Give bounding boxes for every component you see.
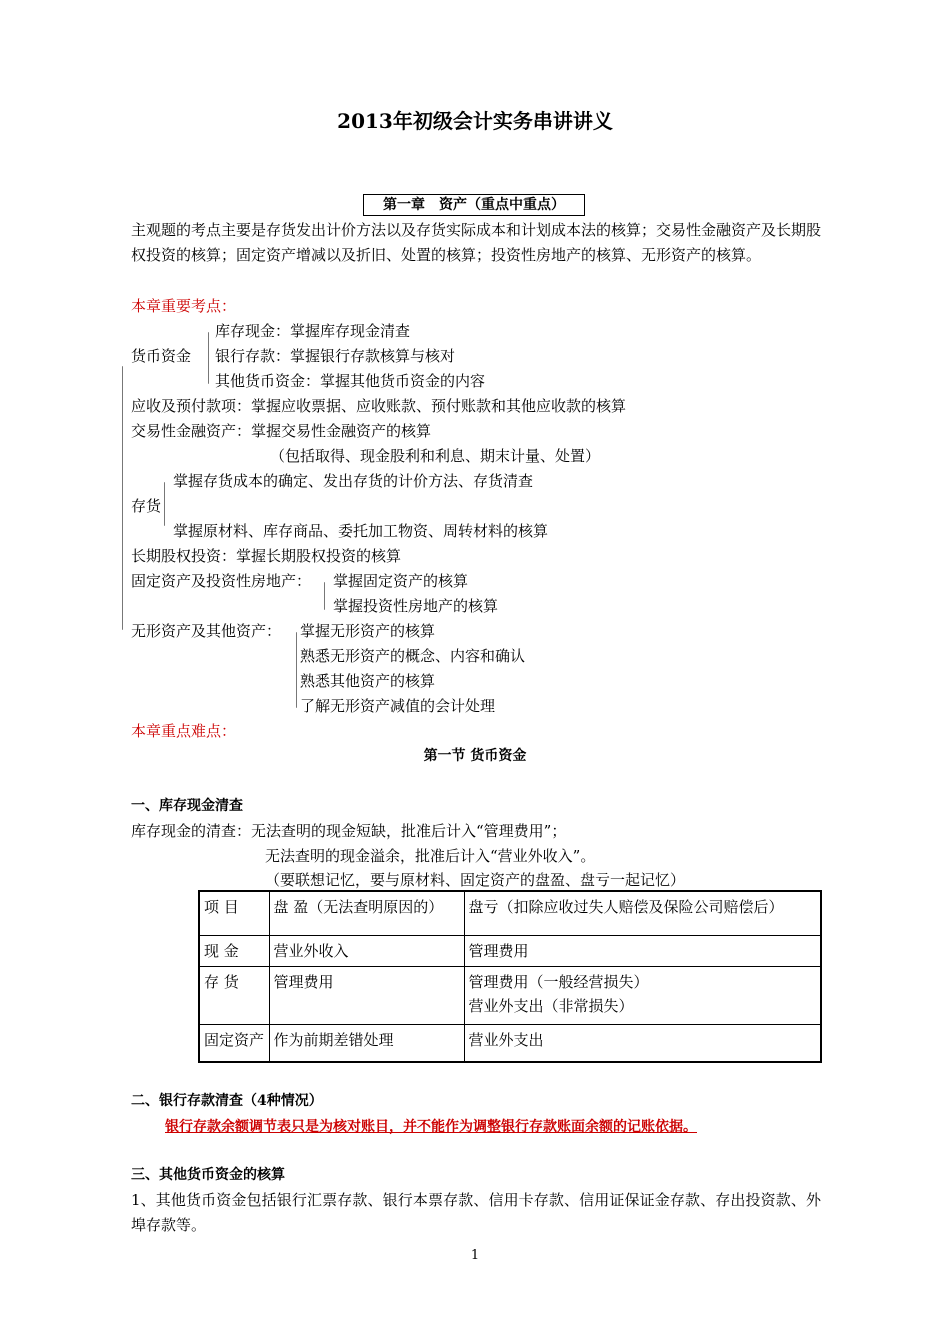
outline-receivables: 应收及预付款项：掌握应收票据、应收账款、预付账款和其他应收款的核算: [131, 397, 627, 415]
table-cell: 管理费用: [269, 966, 464, 1024]
table-header-cell: 盘 盈（无法查明原因的）: [269, 891, 464, 935]
table-row: [199, 1024, 821, 1062]
table-header-cell: 项 目: [199, 891, 269, 935]
cash-bracket: [208, 332, 209, 384]
table-cell: 管理费用: [464, 935, 821, 966]
page-number: 1: [470, 1248, 480, 1263]
bank-reconciliation-warning: 银行存款余额调节表只是为核对账目，并不能作为调整银行存款账面余额的记账依据。: [165, 1119, 697, 1135]
intro-paragraph: 主观题的考点主要是存货发出计价方法以及存货实际成本和计划成本法的核算；交易性金融资产及长期股权投资的核算；固定资产增减以及折旧、处置的核算；投资性房地产的核算、无形资产的核算。: [131, 221, 822, 264]
outline-inventory-sub2: 掌握原材料、库存商品、委托加工物资、周转材料的核算: [173, 522, 549, 540]
intangible-bracket: [296, 632, 297, 708]
table-cell: 营业外支出: [464, 1024, 821, 1062]
table-cell: 固定资产: [199, 1024, 269, 1062]
outline-inventory-sub1: 掌握存货成本的确定、发出存货的计价方法、存货清查: [173, 472, 534, 490]
table-cell: 存 货: [199, 966, 269, 1024]
inventory-bracket: [164, 482, 165, 526]
table-cell-line: 营业外支出（非常损失）: [468, 996, 634, 1015]
outline-main-bracket: [122, 366, 123, 630]
heading-cash-check: 一、库存现金清查: [131, 798, 243, 814]
table-header-cell: 盘亏（扣除应收过失人赔偿及保险公司赔偿后）: [464, 891, 821, 935]
outline-intangible-sub1: 掌握无形资产的核算: [300, 622, 436, 640]
table-row: [199, 966, 821, 1024]
table-cell: 现 金: [199, 935, 269, 966]
outline-bank-deposit: 银行存款：掌握银行存款核算与核对: [215, 347, 456, 365]
outline-other-funds: 其他货币资金：掌握其他货币资金的内容: [215, 372, 486, 390]
document-title: 2013年初级会计实务串讲讲义: [337, 109, 613, 133]
table-header-row: [199, 891, 821, 935]
chapter-heading: 第一章 资产（重点中重点）: [363, 194, 585, 216]
table-cell: 营业外收入: [269, 935, 464, 966]
outline-inventory-label: 存货: [131, 497, 162, 515]
cash-check-line-1: 库存现金的清查：无法查明的现金短缺，批准后计入“管理费用”；: [131, 822, 567, 840]
outline-trading-note: （包括取得、现金股利和利息、期末计量、处置）: [270, 447, 601, 465]
cash-check-line-2: 无法查明的现金溢余，批准后计入“营业外收入”。: [265, 847, 596, 865]
outline-intangible-sub2: 熟悉无形资产的概念、内容和确认: [300, 647, 526, 665]
outline-fixed-sub2: 掌握投资性房地产的核算: [333, 597, 499, 615]
outline-trading-assets: 交易性金融资产：掌握交易性金融资产的核算: [131, 422, 432, 440]
outline-fixed-sub1: 掌握固定资产的核算: [333, 572, 469, 590]
outline-long-term-equity: 长期股权投资：掌握长期股权投资的核算: [131, 547, 402, 565]
outline-intangible-label: 无形资产及其他资产：: [131, 622, 282, 640]
table-cell: 作为前期差错处理: [269, 1024, 464, 1062]
table-row: [199, 935, 821, 966]
outline-intangible-sub3: 熟悉其他资产的核算: [300, 672, 436, 690]
heading-other-funds: 三、其他货币资金的核算: [131, 1167, 285, 1183]
cash-check-line-3: （要联想记忆，要与原材料、固定资产的盘盈、盘亏一起记忆）: [265, 871, 686, 889]
outline-cash-label: 货币资金: [131, 347, 192, 365]
table-cell-line: 管理费用（一般经营损失）: [468, 972, 649, 991]
other-funds-paragraph: 1、其他货币资金包括银行汇票存款、银行本票存款、信用卡存款、信用证保证金存款、存出投资款、外埠存款等。: [131, 1191, 821, 1234]
difficulties-label: 本章重点难点：: [131, 722, 237, 740]
outline-cash-on-hand: 库存现金：掌握库存现金清查: [215, 322, 411, 340]
fixed-bracket: [324, 582, 325, 610]
key-points-label: 本章重要考点：: [131, 297, 237, 315]
outline-fixed-label: 固定资产及投资性房地产：: [131, 572, 312, 590]
section-title: 第一节 货币资金: [423, 748, 527, 764]
heading-bank-check: 二、银行存款清查（4种情况）: [131, 1093, 323, 1109]
table-cell: [464, 966, 821, 1024]
surplus-deficit-table: [198, 890, 822, 1063]
outline-intangible-sub4: 了解无形资产减值的会计处理: [300, 697, 496, 715]
